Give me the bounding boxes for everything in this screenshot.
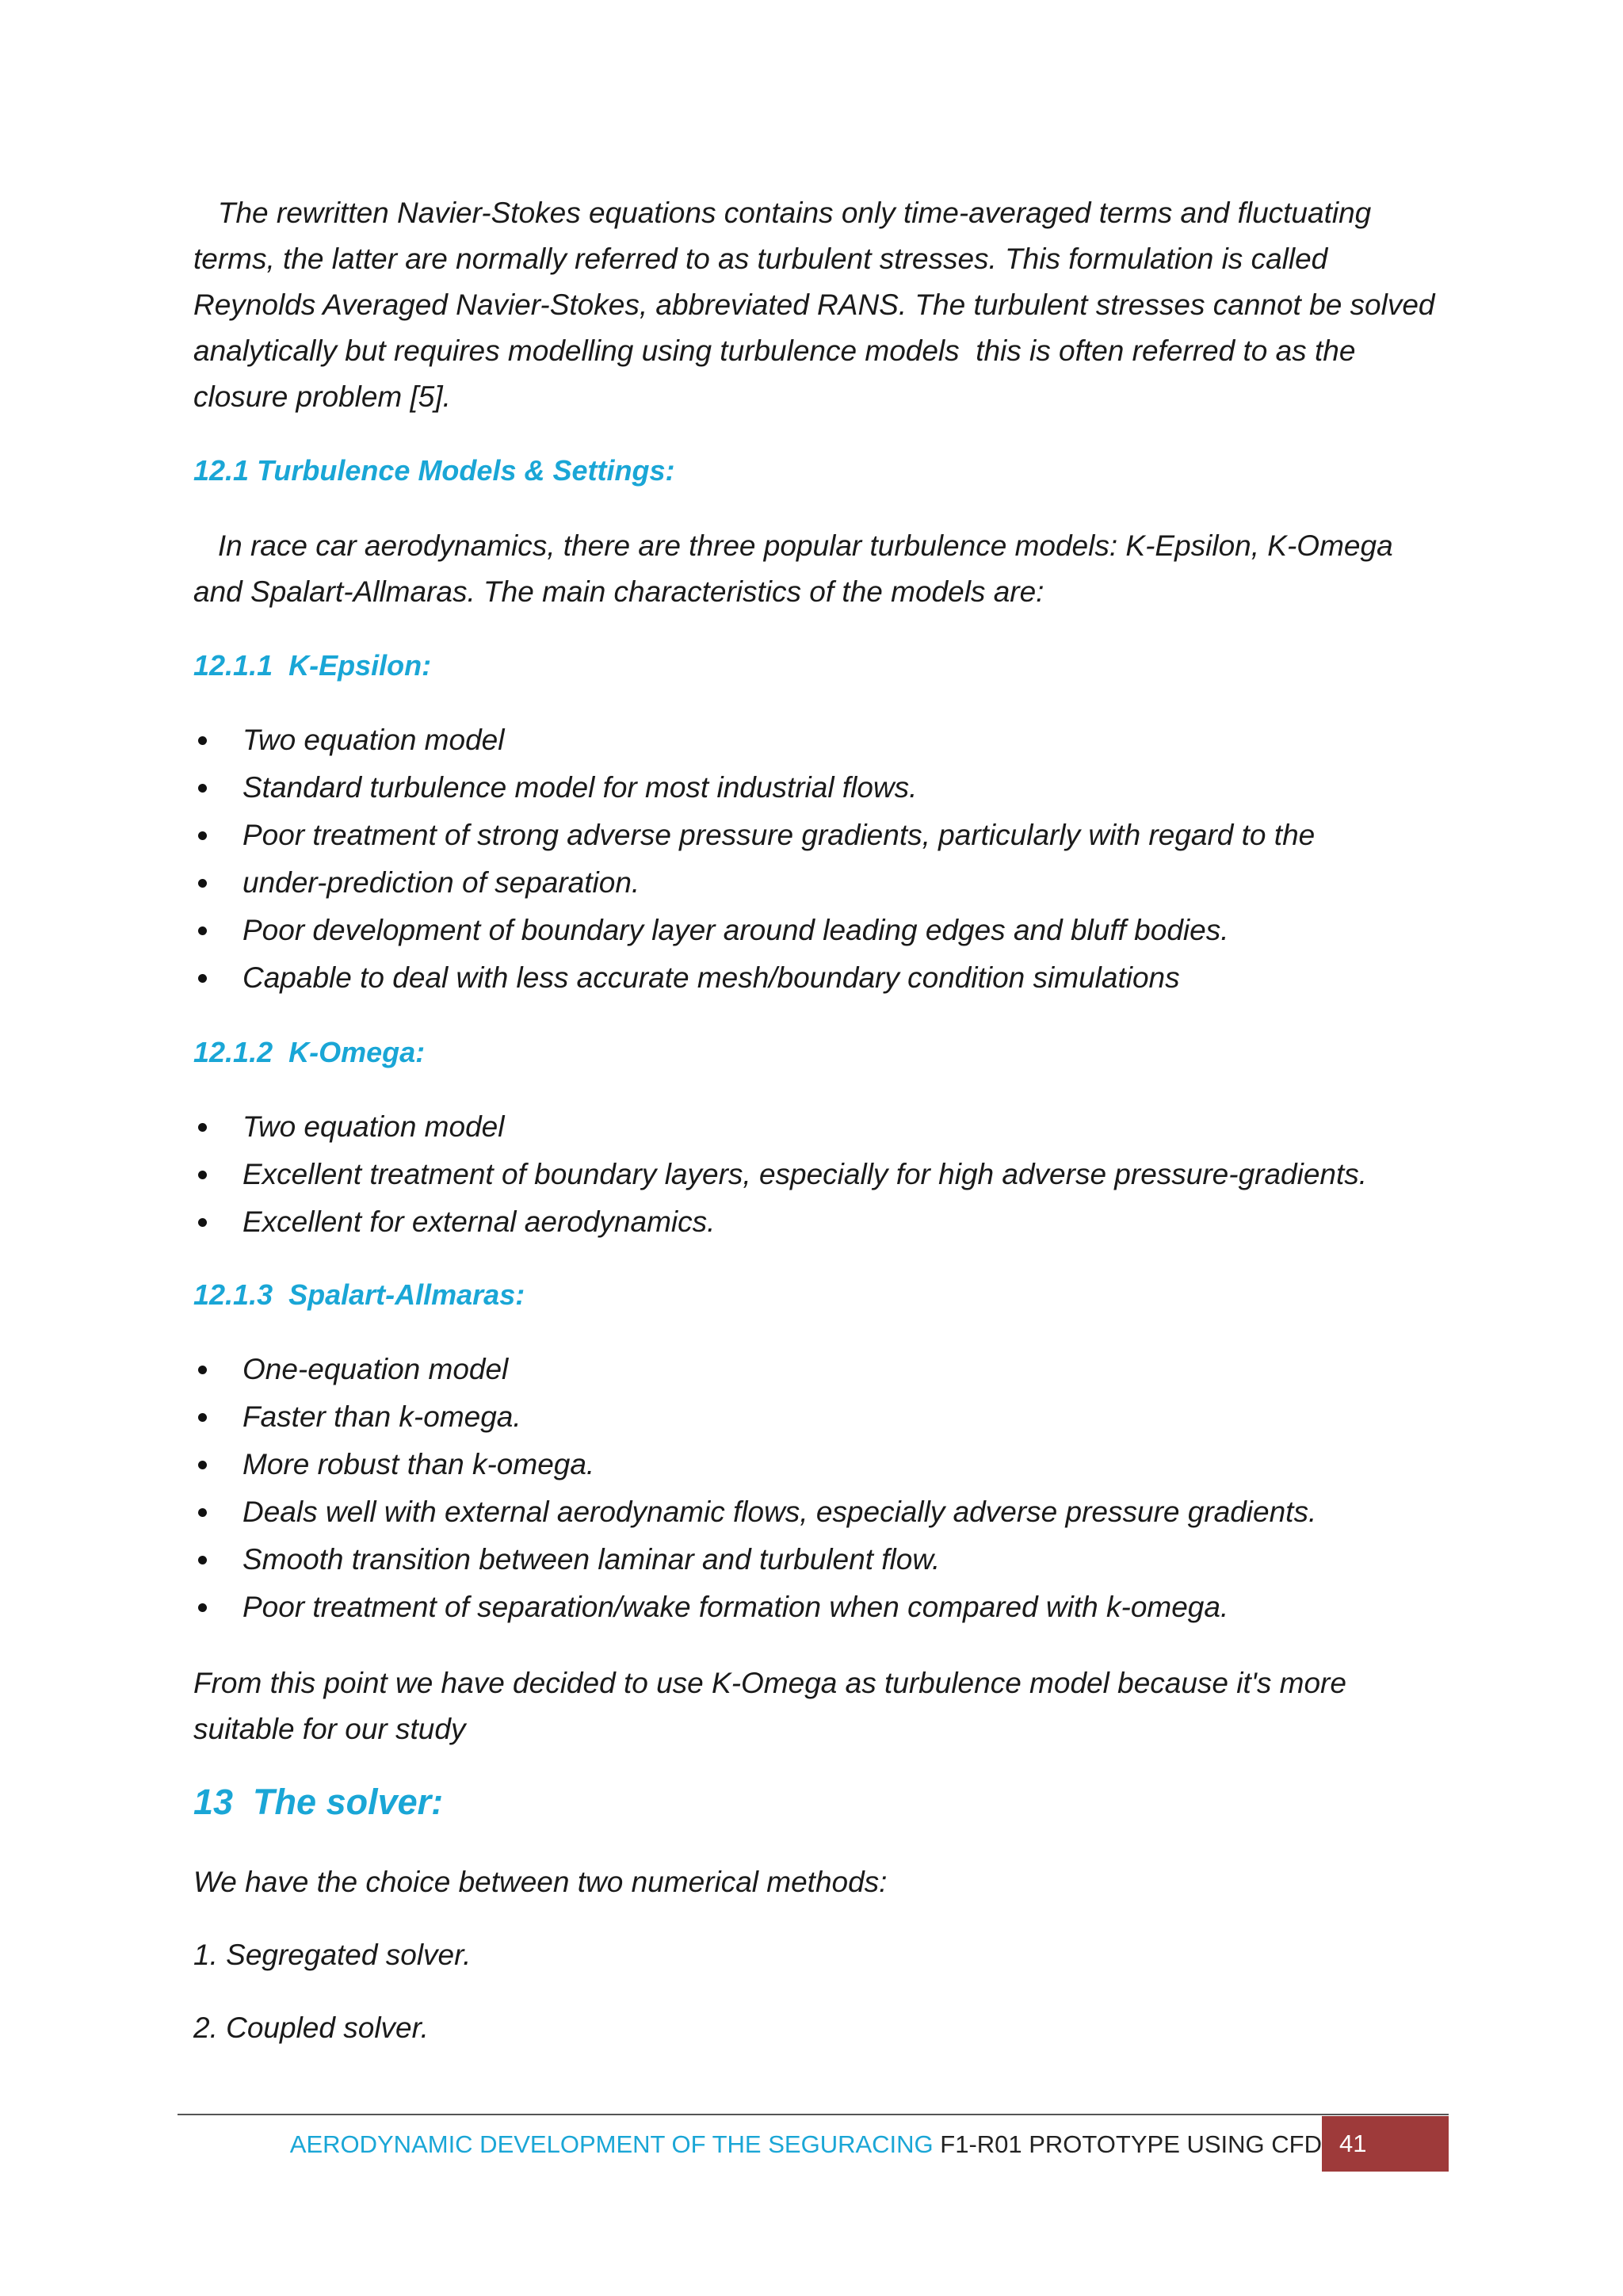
page-footer [178, 2116, 1449, 2172]
footer-divider [178, 2114, 1449, 2115]
list-item: More robust than k-omega. [193, 1441, 1445, 1488]
intro-section [193, 190, 1445, 420]
bullet-icon [198, 879, 207, 888]
bullet-icon [198, 1171, 207, 1179]
k-omega-list [193, 1103, 1445, 1246]
k-epsilon-heading: 12.1.1 K-Epsilon: [193, 649, 432, 682]
bullet-icon [198, 1603, 207, 1612]
bullet-icon [198, 1413, 207, 1422]
spalart-section [193, 1278, 1445, 1312]
list-item: Excellent treatment of boundary layers, especially for high adverse pressure-gradients. [193, 1151, 1445, 1198]
k-omega-heading: 12.1.2 K-Omega: [193, 1036, 426, 1068]
list-item: Excellent for external aerodynamics. [193, 1198, 1445, 1246]
bullet-icon [198, 926, 207, 935]
spalart-list-wrap [193, 1346, 1445, 1631]
k-epsilon-section [193, 648, 1445, 683]
list-item: Deals well with external aerodynamic flows, especially adverse pressure gradients. [193, 1488, 1445, 1536]
section-13-option2-wrap [193, 2005, 1445, 2051]
list-item: Poor development of boundary layer around leading edges and bluff bodies. [193, 907, 1445, 954]
footer-title-blue: AERODYNAMIC DEVELOPMENT OF THE SEGURACING [289, 2130, 941, 2158]
section-13 [193, 1780, 1445, 1824]
k-epsilon-list-wrap [193, 716, 1445, 1002]
bullet-icon [198, 784, 207, 793]
list-item: Two equation model [193, 1103, 1445, 1151]
bullet-icon [198, 974, 207, 983]
bullet-icon [198, 736, 207, 745]
bullet-icon [198, 1556, 207, 1564]
list-item: Poor treatment of separation/wake formation when compared with k-omega. [193, 1584, 1445, 1631]
section-13-body [193, 1859, 1445, 1905]
section-13-option2: 2. Coupled solver. [193, 2011, 429, 2044]
list-item: under-prediction of separation. [193, 859, 1445, 907]
list-item: Smooth transition between laminar and turbulent flow. [193, 1536, 1445, 1584]
k-omega-list-wrap [193, 1103, 1445, 1246]
section-13-heading: 13 The solver: [193, 1782, 444, 1822]
intro-paragraph: The rewritten Navier-Stokes equations contains only time-averaged terms and fluctuating terms, the latter are normally referred to as turbulent stresses. This formulation is called Reynolds Averaged Navier-Stokes, abbreviated RANS. The turbulent stresses cannot be solved analytically but requires modelling using turbulence models this is often referred to as the closure problem [5]. [193, 197, 1443, 413]
list-item: Two equation model [193, 716, 1445, 764]
k-epsilon-list [193, 716, 1445, 1002]
section-12-1-heading: 12.1 Turbulence Models & Settings: [193, 454, 675, 487]
bullet-icon [198, 831, 207, 840]
section-12-1-body [193, 523, 1445, 615]
bullet-icon [198, 1461, 207, 1469]
section-13-option1-wrap [193, 1932, 1445, 1978]
section-12-1-paragraph: In race car aerodynamics, there are three popular turbulence models: K-Epsilon, K-Omega and Spalart-Allmaras. The main characteristics of the models are: [193, 529, 1401, 608]
bullet-icon [198, 1366, 207, 1374]
list-item: Poor treatment of strong adverse pressure gradients, particularly with regard to the [193, 812, 1445, 859]
list-item: Capable to deal with less accurate mesh/boundary condition simulations [193, 954, 1445, 1002]
footer-title-dark: F1-R01 PROTOTYPE USING CFD [940, 2130, 1322, 2158]
bullet-icon [198, 1123, 207, 1132]
spalart-heading: 12.1.3 Spalart-Allmaras: [193, 1278, 525, 1311]
k-omega-section [193, 1035, 1445, 1070]
conclusion-paragraph: From this point we have decided to use K-Omega as turbulence model because it's more suitable for our study [193, 1667, 1346, 1745]
page-number-badge: 41 [1322, 2116, 1449, 2172]
spalart-list [193, 1346, 1445, 1631]
section-12-1 [193, 453, 1445, 488]
footer-title [290, 2127, 1322, 2162]
list-item: One-equation model [193, 1346, 1445, 1393]
conclusion-section [193, 1660, 1445, 1752]
section-13-option1: 1. Segregated solver. [193, 1939, 472, 1971]
bullet-icon [198, 1218, 207, 1227]
list-item: Faster than k-omega. [193, 1393, 1445, 1441]
bullet-icon [198, 1508, 207, 1517]
section-13-paragraph: We have the choice between two numerical methods: [193, 1866, 888, 1898]
list-item: Standard turbulence model for most industrial flows. [193, 764, 1445, 812]
